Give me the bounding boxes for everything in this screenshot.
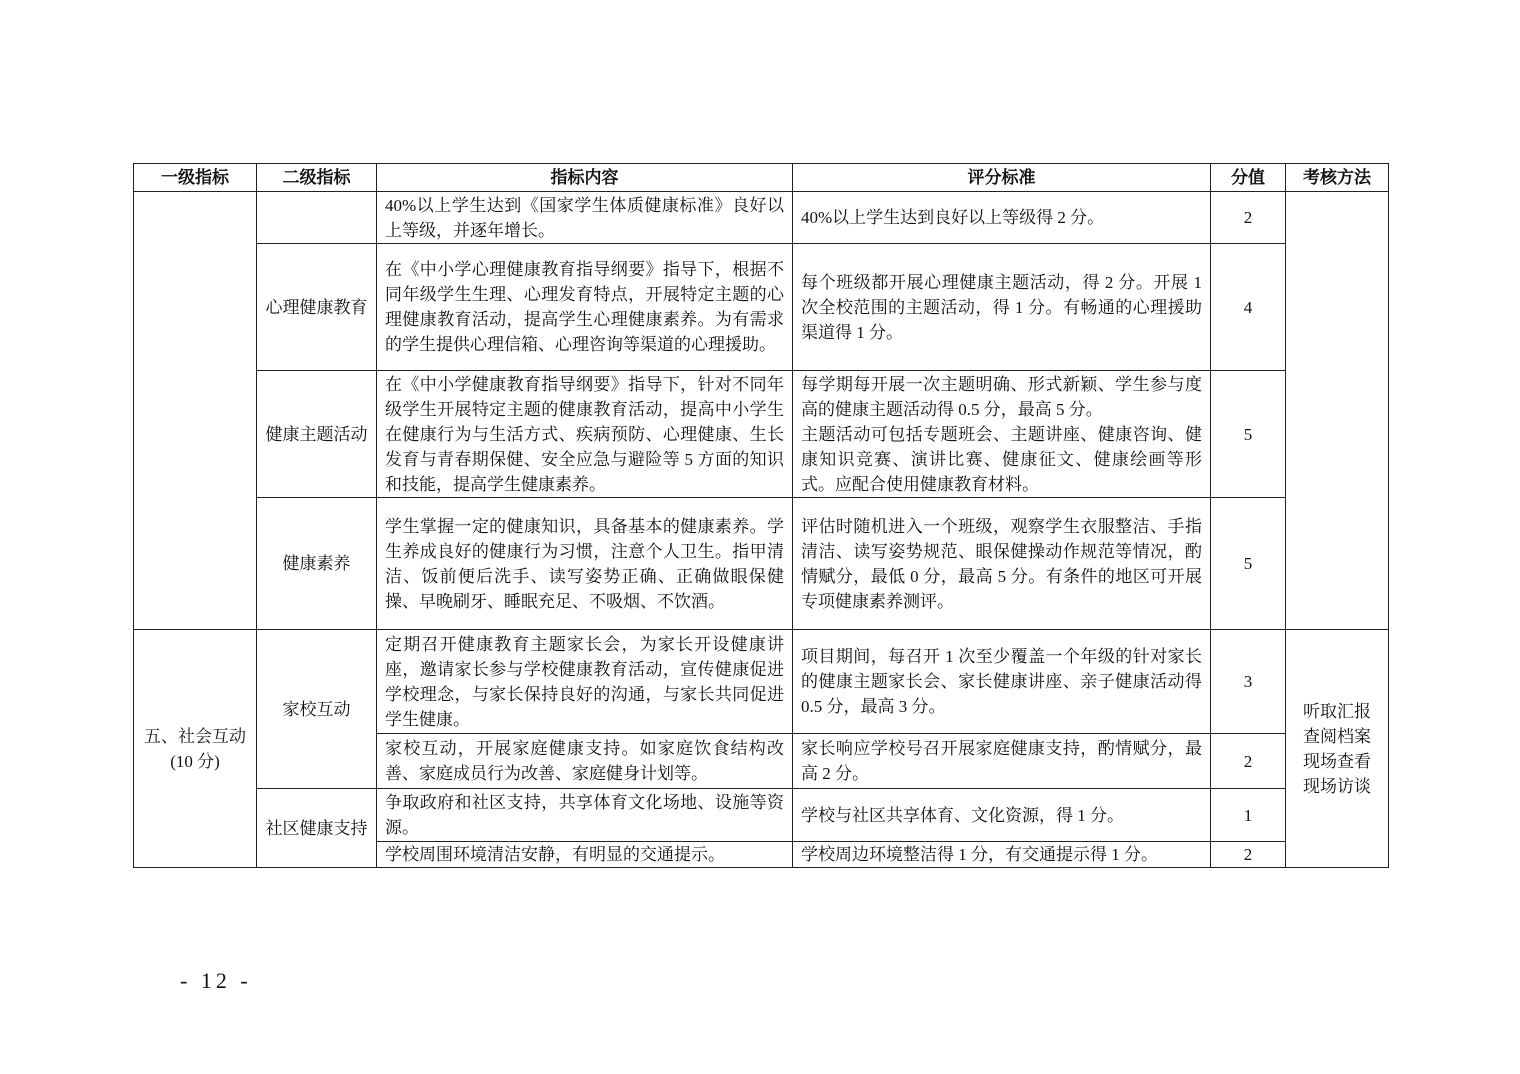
criteria-cell: 家长响应学校号召开展家庭健康支持，酌情赋分，最高 2 分。 — [793, 734, 1211, 789]
header-criteria: 评分标准 — [793, 164, 1211, 192]
header-level2: 二级指标 — [257, 164, 377, 192]
level1-cell: 五、社会互动 (10 分) — [134, 630, 257, 868]
table-row — [134, 244, 1389, 371]
level2-cell: 健康主题活动 — [257, 371, 377, 498]
table-row — [134, 498, 1389, 630]
criteria-cell: 学校与社区共享体育、文化资源，得 1 分。 — [793, 789, 1211, 842]
table-row — [134, 192, 1389, 244]
header-method: 考核方法 — [1286, 164, 1389, 192]
level2-cell: 社区健康支持 — [257, 789, 377, 868]
content-cell: 40%以上学生达到《国家学生体质健康标准》良好以上等级，并逐年增长。 — [377, 192, 793, 244]
criteria-cell: 评估时随机进入一个班级，观察学生衣服整洁、手指清洁、读写姿势规范、眼保健操动作规范等情况，酌情赋分，最低 0 分，最高 5 分。有条件的地区可开展专项健康素养测评。 — [793, 498, 1211, 630]
header-row — [134, 164, 1389, 192]
content-cell: 争取政府和社区支持，共享体育文化场地、设施等资源。 — [377, 789, 793, 842]
table-row — [134, 789, 1389, 842]
header-score: 分值 — [1211, 164, 1286, 192]
method-cell — [1286, 192, 1389, 630]
level2-cell: 心理健康教育 — [257, 244, 377, 371]
page-number: - 12 - — [180, 968, 252, 993]
criteria-cell: 学校周边环境整洁得 1 分，有交通提示得 1 分。 — [793, 842, 1211, 868]
level2-cell: 健康素养 — [257, 498, 377, 630]
score-cell: 2 — [1211, 734, 1286, 789]
level1-cell — [134, 192, 257, 630]
content-cell: 在《中小学健康教育指导纲要》指导下，针对不同年级学生开展特定主题的健康教育活动，提高中小学生在健康行为与生活方式、疾病预防、心理健康、生长发育与青春期保健、安全应急与避险等 5 方面的知识和技能，提高学生健康素养。 — [377, 371, 793, 498]
table-row — [134, 630, 1389, 734]
level2-cell — [257, 192, 377, 244]
criteria-cell: 每学期每开展一次主题明确、形式新颖、学生参与度高的健康主题活动得 0.5 分，最高 5 分。 主题活动可包括专题班会、主题讲座、健康咨询、健康知识竞赛、演讲比赛、健康征文、健康绘画等形式。应配合使用健康教育材料。 — [793, 371, 1211, 498]
method-cell: 听取汇报 查阅档案 现场查看 现场访谈 — [1286, 630, 1389, 868]
score-cell: 1 — [1211, 789, 1286, 842]
table-row — [134, 371, 1389, 498]
content-cell: 家校互动，开展家庭健康支持。如家庭饮食结构改善、家庭成员行为改善、家庭健身计划等。 — [377, 734, 793, 789]
header-level1: 一级指标 — [134, 164, 257, 192]
score-cell: 5 — [1211, 371, 1286, 498]
header-content: 指标内容 — [377, 164, 793, 192]
content-cell: 学校周围环境清洁安静，有明显的交通提示。 — [377, 842, 793, 868]
score-cell: 5 — [1211, 498, 1286, 630]
level2-cell: 家校互动 — [257, 630, 377, 789]
criteria-cell: 40%以上学生达到良好以上等级得 2 分。 — [793, 192, 1211, 244]
score-cell: 3 — [1211, 630, 1286, 734]
score-cell: 4 — [1211, 244, 1286, 371]
criteria-cell: 每个班级都开展心理健康主题活动，得 2 分。开展 1 次全校范围的主题活动，得 1 分。有畅通的心理援助渠道得 1 分。 — [793, 244, 1211, 371]
score-cell: 2 — [1211, 192, 1286, 244]
content-cell: 在《中小学心理健康教育指导纲要》指导下，根据不同年级学生生理、心理发育特点，开展特定主题的心理健康教育活动，提高学生心理健康素养。为有需求的学生提供心理信箱、心理咨询等渠道的心理援助。 — [377, 244, 793, 371]
content-cell: 定期召开健康教育主题家长会，为家长开设健康讲座，邀请家长参与学校健康教育活动，宣传健康促进学校理念，与家长保持良好的沟通，与家长共同促进学生健康。 — [377, 630, 793, 734]
content-cell: 学生掌握一定的健康知识，具备基本的健康素养。学生养成良好的健康行为习惯，注意个人卫生。指甲清洁、饭前便后洗手、读写姿势正确、正确做眼保健操、早晚刷牙、睡眠充足、不吸烟、不饮酒。 — [377, 498, 793, 630]
criteria-cell: 项目期间，每召开 1 次至少覆盖一个年级的针对家长的健康主题家长会、家长健康讲座、亲子健康活动得 0.5 分，最高 3 分。 — [793, 630, 1211, 734]
evaluation-table — [133, 163, 1389, 868]
score-cell: 2 — [1211, 842, 1286, 868]
